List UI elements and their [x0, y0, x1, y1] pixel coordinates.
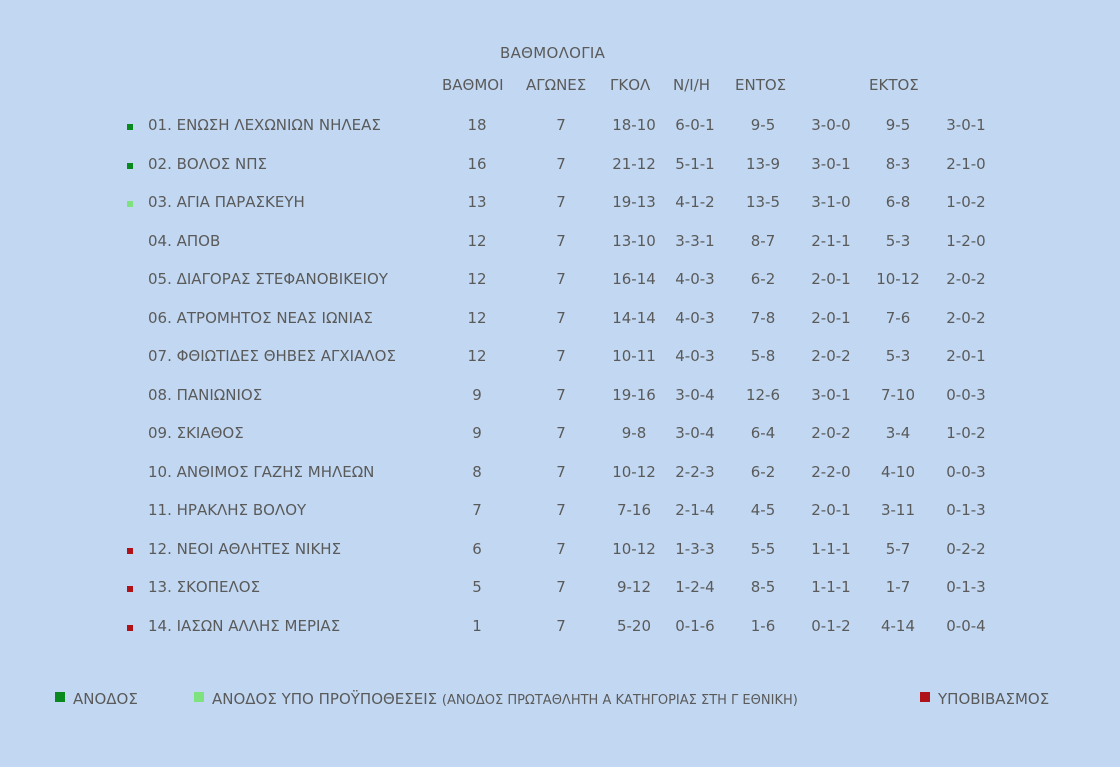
- cell-away-goals: 4-14: [880, 616, 916, 635]
- cell-home-record: 2-0-1: [811, 270, 851, 288]
- cell-home-record: 3-0-1: [811, 154, 851, 173]
- table-row: [0, 232, 1120, 256]
- cell-away-record: 1-0-2: [946, 424, 986, 442]
- relegation-marker-icon: [127, 586, 133, 592]
- cell-wdl: 1-3-3: [675, 539, 715, 558]
- cell-played: 7: [556, 539, 566, 558]
- table-row: [0, 155, 1120, 179]
- table-row: [0, 617, 1120, 641]
- cell-home-goals: 8-7: [750, 231, 776, 250]
- header-wdl: Ν/Ι/Η: [673, 76, 711, 94]
- table-row: [0, 424, 1120, 448]
- cell-away-goals: 9-5: [885, 116, 911, 134]
- cell-away-goals: 3-4: [885, 424, 911, 442]
- cell-wdl: 3-0-4: [675, 424, 715, 442]
- cell-home-record: 1-1-1: [811, 539, 851, 558]
- cell-goals: 21-12: [612, 154, 656, 173]
- cell-away-goals: 7-10: [880, 385, 916, 404]
- cell-home-goals: 13-5: [745, 193, 781, 211]
- cell-away-record: 1-0-2: [946, 193, 986, 211]
- cell-away-record: 0-1-3: [946, 578, 986, 596]
- cell-away-goals: 10-12: [876, 270, 920, 288]
- cell-goals: 19-13: [612, 193, 656, 211]
- cell-goals: 9-12: [616, 578, 652, 596]
- cell-home-goals: 6-2: [750, 270, 776, 288]
- cell-home-goals: 9-5: [750, 116, 776, 134]
- cell-away-record: 0-2-2: [946, 539, 986, 558]
- cell-away-record: 1-2-0: [946, 231, 986, 250]
- cell-points: 12: [467, 308, 487, 327]
- team-name: 04. ΑΠΟΒ: [148, 231, 221, 250]
- cell-points: 9: [472, 385, 482, 404]
- cell-goals: 5-20: [616, 616, 652, 635]
- cell-played: 7: [556, 424, 566, 442]
- conditional-marker-icon: [127, 201, 133, 207]
- cell-wdl: 6-0-1: [675, 116, 715, 134]
- cell-away-record: 2-0-2: [946, 270, 986, 288]
- cell-away-goals: 5-3: [885, 231, 911, 250]
- cell-wdl: 3-3-1: [675, 231, 715, 250]
- cell-points: 9: [472, 424, 482, 442]
- cell-home-goals: 6-4: [750, 424, 776, 442]
- cell-wdl: 4-1-2: [675, 193, 715, 211]
- cell-home-record: 2-0-2: [811, 347, 851, 365]
- table-row: [0, 501, 1120, 525]
- cell-away-record: 2-1-0: [946, 154, 986, 173]
- cell-points: 18: [467, 116, 487, 134]
- cell-played: 7: [556, 116, 566, 134]
- cell-played: 7: [556, 347, 566, 365]
- cell-wdl: 1-2-4: [675, 578, 715, 596]
- table-row: [0, 463, 1120, 487]
- cell-points: 16: [467, 154, 487, 173]
- cell-home-goals: 6-2: [750, 462, 776, 481]
- legend-promotion-label: ΑΝΟΔΟΣ: [73, 690, 138, 708]
- cell-away-goals: 4-10: [880, 462, 916, 481]
- cell-wdl: 3-0-4: [675, 385, 715, 404]
- cell-points: 7: [472, 501, 482, 519]
- cell-away-goals: 7-6: [885, 308, 911, 327]
- cell-wdl: 4-0-3: [675, 270, 715, 288]
- cell-played: 7: [556, 385, 566, 404]
- cell-points: 12: [467, 231, 487, 250]
- team-name: 07. ΦΘΙΩΤΙΔΕΣ ΘΗΒΕΣ ΑΓΧΙΑΛΟΣ: [148, 347, 396, 365]
- cell-home-goals: 13-9: [745, 154, 781, 173]
- promotion-marker-icon: [127, 124, 133, 130]
- legend-conditional-note: (ΑΝΟΔΟΣ ΠΡΩΤΑΘΛΗΤΗ Α ΚΑΤΗΓΟΡΙΑΣ ΣΤΗ Γ ΕΘΝΙΚΗ): [441, 693, 798, 708]
- table-row: [0, 386, 1120, 410]
- cell-away-goals: 8-3: [885, 154, 911, 173]
- cell-home-record: 1-1-1: [811, 578, 851, 596]
- cell-played: 7: [556, 193, 566, 211]
- cell-played: 7: [556, 616, 566, 635]
- cell-goals: 10-11: [612, 347, 656, 365]
- cell-home-record: 3-1-0: [811, 193, 851, 211]
- team-name: 13. ΣΚΟΠΕΛΟΣ: [148, 578, 261, 596]
- team-name: 03. ΑΓΙΑ ΠΑΡΑΣΚΕΥΗ: [148, 193, 305, 211]
- table-row: [0, 540, 1120, 564]
- cell-home-goals: 8-5: [750, 578, 776, 596]
- header-played: ΑΓΩΝΕΣ: [526, 76, 587, 94]
- table-row: [0, 347, 1120, 371]
- cell-away-goals: 5-7: [885, 539, 911, 558]
- cell-wdl: 4-0-3: [675, 347, 715, 365]
- cell-played: 7: [556, 501, 566, 519]
- cell-away-record: 3-0-1: [946, 116, 986, 134]
- header-home: ΕΝΤΟΣ: [735, 76, 787, 94]
- cell-goals: 18-10: [612, 116, 656, 134]
- cell-home-goals: 5-5: [750, 539, 776, 558]
- cell-goals: 10-12: [612, 539, 656, 558]
- cell-points: 12: [467, 347, 487, 365]
- cell-points: 6: [472, 539, 482, 558]
- legend-conditional-text: ΑΝΟΔΟΣ ΥΠΟ ΠΡΟΫΠΟΘΕΣΕΙΣ: [212, 690, 438, 708]
- cell-played: 7: [556, 462, 566, 481]
- cell-goals: 16-14: [612, 270, 656, 288]
- cell-home-record: 3-0-1: [811, 385, 851, 404]
- table-row: [0, 193, 1120, 217]
- cell-home-goals: 4-5: [750, 501, 776, 519]
- cell-wdl: 2-2-3: [675, 462, 715, 481]
- relegation-marker-icon: [127, 548, 133, 554]
- team-name: 09. ΣΚΙΑΘΟΣ: [148, 424, 244, 442]
- relegation-marker-icon: [127, 625, 133, 631]
- cell-points: 1: [472, 616, 482, 635]
- promotion-square-icon: [55, 692, 65, 702]
- team-name: 11. ΗΡΑΚΛΗΣ ΒΟΛΟΥ: [148, 501, 307, 519]
- cell-away-record: 2-0-1: [946, 347, 986, 365]
- promotion-marker-icon: [127, 163, 133, 169]
- team-name: 06. ΑΤΡΟΜΗΤΟΣ ΝΕΑΣ ΙΩΝΙΑΣ: [148, 308, 373, 327]
- table-row: [0, 116, 1120, 140]
- cell-home-goals: 7-8: [750, 308, 776, 327]
- header-goals: ΓΚΟΛ: [610, 76, 651, 94]
- team-name: 01. ΕΝΩΣΗ ΛΕΧΩΝΙΩΝ ΝΗΛΕΑΣ: [148, 116, 381, 134]
- cell-goals: 19-16: [612, 385, 656, 404]
- cell-away-record: 0-0-4: [946, 616, 986, 635]
- cell-goals: 9-8: [621, 424, 647, 442]
- cell-home-goals: 5-8: [750, 347, 776, 365]
- cell-away-goals: 6-8: [885, 193, 911, 211]
- cell-away-goals: 3-11: [880, 501, 916, 519]
- table-row: [0, 578, 1120, 602]
- cell-home-record: 0-1-2: [811, 616, 851, 635]
- cell-home-goals: 1-6: [750, 616, 776, 635]
- team-name: 10. ΑΝΘΙΜΟΣ ΓΑΖΗΣ ΜΗΛΕΩΝ: [148, 462, 375, 481]
- cell-played: 7: [556, 231, 566, 250]
- cell-away-goals: 5-3: [885, 347, 911, 365]
- standings-title: ΒΑΘΜΟΛΟΓΙΑ: [500, 44, 606, 62]
- cell-away-record: 2-0-2: [946, 308, 986, 327]
- cell-points: 5: [472, 578, 482, 596]
- cell-wdl: 2-1-4: [675, 501, 715, 519]
- cell-goals: 7-16: [616, 501, 652, 519]
- cell-home-record: 2-0-1: [811, 308, 851, 327]
- cell-played: 7: [556, 578, 566, 596]
- cell-goals: 10-12: [612, 462, 656, 481]
- cell-home-goals: 12-6: [745, 385, 781, 404]
- cell-home-record: 2-0-2: [811, 424, 851, 442]
- table-row: [0, 270, 1120, 294]
- header-points: ΒΑΘΜΟΙ: [442, 76, 504, 94]
- cell-played: 7: [556, 154, 566, 173]
- cell-wdl: 5-1-1: [675, 154, 715, 173]
- cell-goals: 13-10: [612, 231, 656, 250]
- conditional-square-icon: [194, 692, 204, 702]
- cell-home-record: 2-2-0: [811, 462, 851, 481]
- team-name: 14. ΙΑΣΩΝ ΑΛΛΗΣ ΜΕΡΙΑΣ: [148, 616, 341, 635]
- legend-relegation-label: ΥΠΟΒΙΒΑΣΜΟΣ: [938, 690, 1050, 708]
- cell-played: 7: [556, 308, 566, 327]
- team-name: 05. ΔΙΑΓΟΡΑΣ ΣΤΕΦΑΝΟΒΙΚΕΙΟΥ: [148, 270, 388, 288]
- cell-points: 12: [467, 270, 487, 288]
- relegation-square-icon: [920, 692, 930, 702]
- table-row: [0, 309, 1120, 333]
- cell-away-record: 0-0-3: [946, 462, 986, 481]
- cell-home-record: 2-1-1: [811, 231, 851, 250]
- cell-points: 8: [472, 462, 482, 481]
- cell-home-record: 3-0-0: [811, 116, 851, 134]
- team-name: 02. ΒΟΛΟΣ ΝΠΣ: [148, 154, 268, 173]
- legend-conditional-label: [212, 690, 798, 708]
- cell-goals: 14-14: [612, 308, 656, 327]
- team-name: 12. ΝΕΟΙ ΑΘΛΗΤΕΣ ΝΙΚΗΣ: [148, 539, 342, 558]
- cell-wdl: 0-1-6: [675, 616, 715, 635]
- cell-away-record: 0-1-3: [946, 501, 986, 519]
- cell-points: 13: [467, 193, 487, 211]
- team-name: 08. ΠΑΝΙΩΝΙΟΣ: [148, 385, 263, 404]
- header-away: ΕΚΤΟΣ: [869, 76, 919, 94]
- cell-away-record: 0-0-3: [946, 385, 986, 404]
- cell-played: 7: [556, 270, 566, 288]
- cell-home-record: 2-0-1: [811, 501, 851, 519]
- cell-away-goals: 1-7: [885, 578, 911, 596]
- cell-wdl: 4-0-3: [675, 308, 715, 327]
